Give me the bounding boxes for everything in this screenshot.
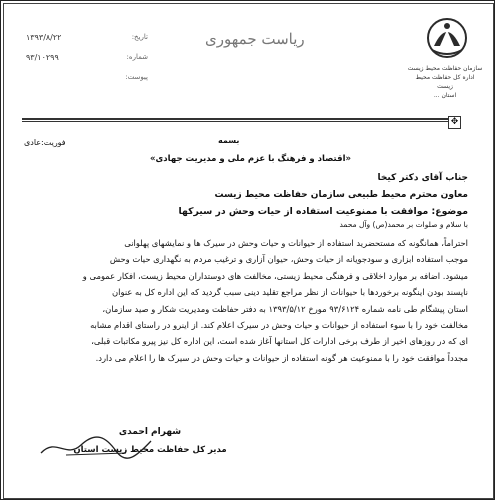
header-divider [22,118,454,120]
letter-body [22,170,468,366]
attachment-label: پیوست: [125,73,148,81]
org-line: استان ... [433,92,457,99]
letter-subject: موضوع: موافقت با ممنوعیت استفاده از حیات وحش در سیرکها [178,206,468,217]
paragraph-line: احتراماً، همانگونه که مستحضرید استفاده از حیوانات و حیات وحش در سیرک ها و نمایشهای پهلوانی [124,238,468,248]
signatory-name: شهرام احمدی [118,427,182,437]
paragraph-line: مخالفت خود را با سوء استفاده از حیوانات و حیات وحش در سیرک اعلام کند. از اینرو در راستای اقدام مشابه [90,320,468,331]
number-row [26,53,148,67]
number-value: ۹۳/۱۰۲۹۹ [26,53,59,62]
urgency-label: فوریت:عادی [24,138,66,147]
move-handle-icon[interactable]: ✥ [448,116,461,129]
paragraph-line: استان پیشگام طی نامه شماره ۹۳/۶۱۲۴ مورخ ۱۳۹۳/۵/۱۲ به دفتر حفاظت ومدیریت شکار و صید سازمان، [102,303,468,314]
attachment-row [26,73,148,87]
paragraph-line: مجدداً موافقت خود را با ممنوعیت هر گونه استفاده از حیوانات و حیات وحش در سیرک ها را اعلام می دارد. [95,352,468,363]
date-row [26,33,148,47]
org-line: سازمان حفاظت محیط زیست [407,65,483,72]
signatory-title: مدیر کل حفاظت محیط زیست استان [73,445,227,455]
paragraph-line: ناپسند بودن اینگونه برخوردها با حیوانات از نظر مراجع تقلید دینی سبب گردید که این اداره کل به عنوان [112,287,468,298]
addressee-title: معاون محترم محیط طبیعی سازمان حفاظت محیط زیست [214,190,468,200]
presidency-title: ریاست جمهوری [205,30,305,48]
bismillah: بسمه [218,136,240,145]
greeting: با سلام و صلوات بر محمد(ص) وآل محمد [339,220,468,229]
addressee-name: جناب آقای دکتر کیخا [377,173,468,183]
header-divider-thin [22,121,454,122]
date-value: ۱۳۹۳/۸/۲۲ [26,33,62,42]
date-label: تاریخ: [131,33,148,41]
year-slogan: «اقتصاد و فرهنگ با عزم ملی و مدیریت جهادی» [150,154,351,164]
org-line: اداره کل حفاظت محیط زیست [415,74,475,90]
signature-block [60,422,240,458]
number-label: شماره: [126,53,148,61]
paragraph-line: موجب استفاده ابزاری و سودجویانه از حیات وحش، حیوان آزاری و ترغیب مردم به نگهداری حیات وحش [109,254,468,265]
letter-paragraph [22,235,468,366]
organization-name [407,64,483,100]
paragraph-line: میشود. اضافه بر موارد اخلاقی و فرهنگی محیط زیستی، مخالفت های دوستداران محیط زیست، افکار عمومی و [82,270,468,281]
paragraph-line: ای که در روزهای اخیر از طرف برخی ادارات کل استانها آغاز شده است، این اداره کل نیز پیرو مکاتبات قبلی، [91,336,468,347]
